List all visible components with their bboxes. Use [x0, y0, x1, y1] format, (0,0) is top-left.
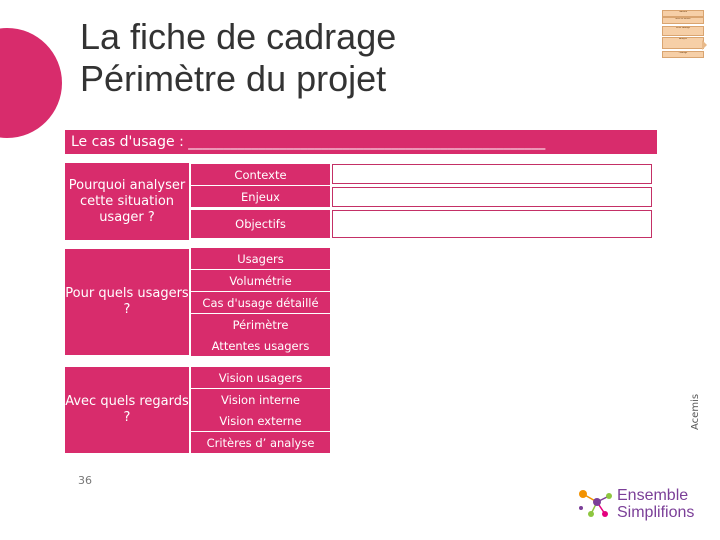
row-label-contexte: Contexte [191, 164, 330, 185]
row-label-vision-externe: Vision externe [191, 410, 330, 431]
title-line-2: Périmètre du projet [80, 58, 387, 99]
answer-cell-enjeux[interactable] [332, 187, 652, 207]
use-case-header: Le cas d'usage : ___________________________________________________ [65, 130, 657, 154]
row-label-objectifs: Objectifs [191, 210, 330, 238]
logo-network-icon [575, 484, 615, 524]
logo-text-line-2: Simplifions [617, 504, 695, 521]
row-label-attentes-usagers: Attentes usagers [191, 335, 330, 356]
thumbnail-box: Mise en oeuvre [662, 17, 704, 24]
thumbnail-box: Analyse [662, 37, 704, 49]
title-line-1: La fiche de cadrage [80, 16, 397, 57]
thumbnail-box: Cadrage [662, 51, 704, 58]
row-label-vision-interne: Vision interne [191, 389, 330, 410]
thumbnail-arrow-icon [702, 40, 707, 50]
ensemble-simplifions-logo [575, 484, 695, 524]
answer-cell-objectifs[interactable] [332, 210, 652, 238]
page-number: 36 [78, 474, 92, 487]
answer-cell-contexte[interactable] [332, 164, 652, 184]
row-label-volumetrie: Volumétrie [191, 270, 330, 291]
vertical-credit: Acemis [690, 393, 701, 430]
row-label-vision-usagers: Vision usagers [191, 367, 330, 388]
row-label-criteres-analyse: Critères d’ analyse [191, 432, 330, 453]
question-who: Pour quels usagers ? [65, 249, 189, 355]
row-label-usagers: Usagers [191, 248, 330, 269]
row-label-perimetre: Périmètre [191, 314, 330, 335]
process-thumbnail [662, 10, 706, 60]
thumbnail-box: Fiche cadrage [662, 26, 704, 36]
row-label-enjeux: Enjeux [191, 186, 330, 207]
question-how: Avec quels regards ? [65, 367, 189, 453]
question-why: Pourquoi analyser cette situation usager ? [65, 163, 189, 240]
row-label-cas-usage-detaille: Cas d'usage détaillé [191, 292, 330, 313]
page-title [80, 16, 396, 100]
logo-text-line-1: Ensemble [617, 487, 689, 504]
thumbnail-box: CADRER [662, 10, 704, 17]
decorative-pink-circle [0, 28, 62, 138]
